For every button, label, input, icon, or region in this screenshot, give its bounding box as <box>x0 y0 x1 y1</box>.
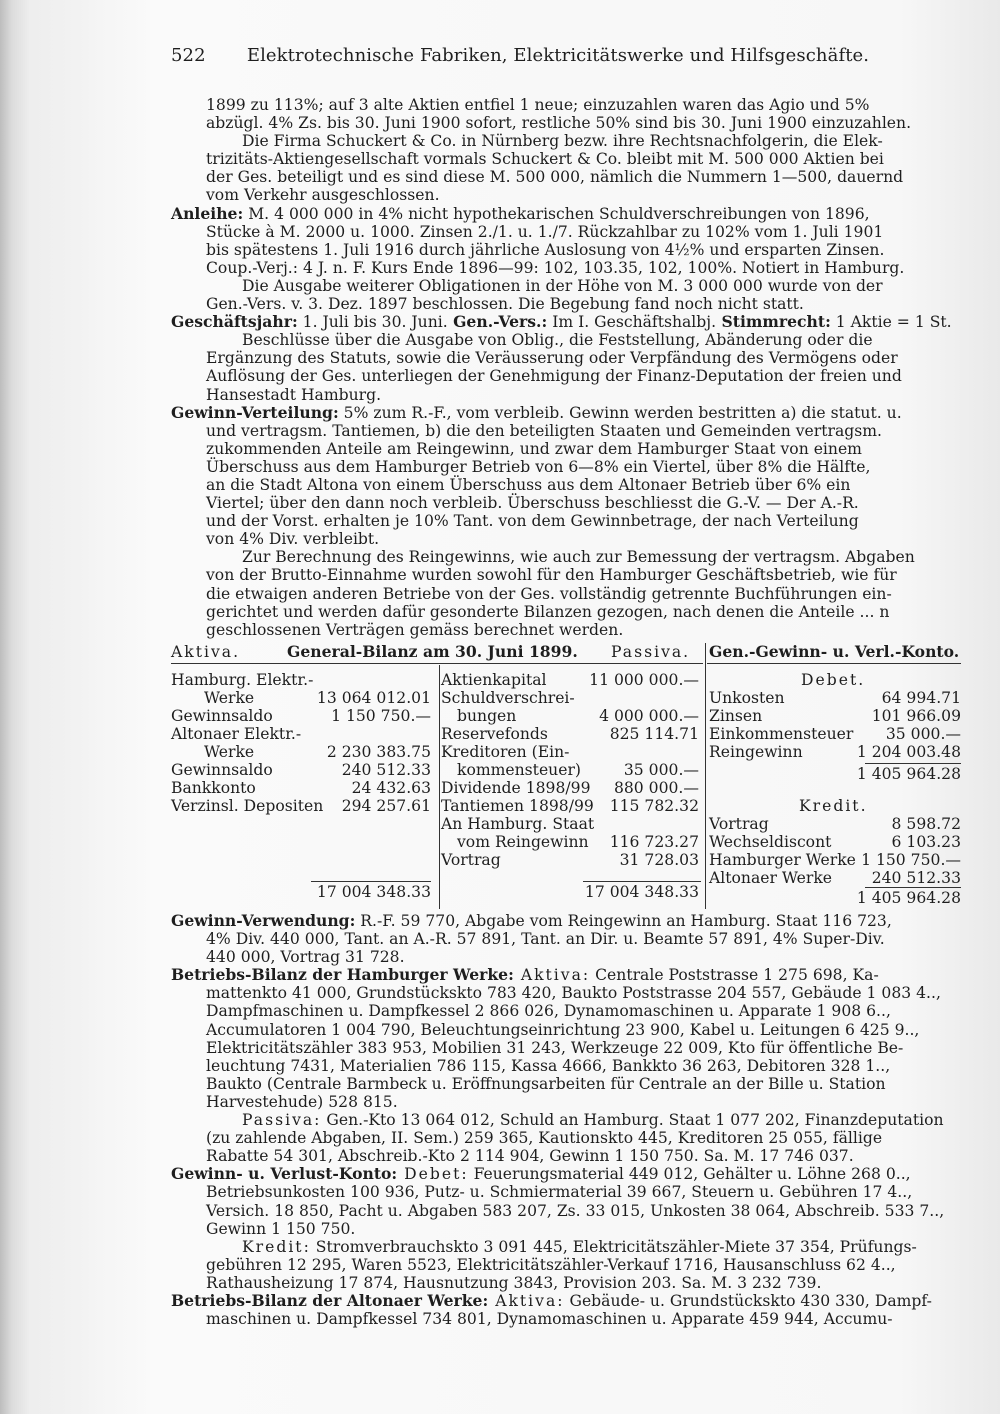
text-line: Gen.-Vers. v. 3. Dez. 1897 beschlossen. Die Begebung fand noch nicht statt. <box>206 295 804 314</box>
page-header <box>171 45 871 66</box>
text-line: Beschlüsse über die Ausgabe von Oblig., die Feststellung, Abänderung oder die <box>242 331 873 350</box>
text-line: (zu zahlende Abgaben, II. Sem.) 259 365, Kautionskto 445, Kreditoren 25 055, fällige <box>206 1129 883 1148</box>
intro-paragraph <box>171 96 961 205</box>
kredit-row-label: Altonaer Werke <box>709 869 832 887</box>
betriebs-altona-label: Betriebs-Bilanz der Altonaer Werke: <box>171 1290 489 1310</box>
text-line: abzügl. 4% Zs. bis 30. Juni 1900 sofort, restliche 50% sind bis 30. Juni 1900 einzuzahlen. <box>206 114 912 133</box>
aktiva-total: 17 004 348.33 <box>316 883 431 901</box>
passiva-row-label: Dividende 1898/99 <box>441 779 591 797</box>
text-line: und vertragsm. Tantiemen, b) die den beteiligten Staaten und Gemeinden vertragsm. <box>206 421 882 440</box>
text-line: die etwaigen anderen Betriebe von der Ges. vollständig getrennte Buchführungen ein- <box>206 584 892 603</box>
text-line: Stromverbrauchskto 3 091 445, Elektricitätszähler-Miete 37 354, Prüfungs- <box>310 1237 917 1256</box>
betriebs-hamburg-label: Betriebs-Bilanz der Hamburger Werke: <box>171 965 514 985</box>
text-run: 1. Juli bis 30. Juni. <box>297 313 448 332</box>
text-line: an die Stadt Altona von einem Überschuss aus dem Altonaer Betrieb über 6% ein <box>206 475 851 494</box>
gv-konto-title: Gen.-Gewinn- u. Verl.-Konto. <box>709 642 960 661</box>
passiva-row-label: Reservefonds <box>441 725 548 743</box>
column-divider-right <box>705 643 706 909</box>
text-line: R.-F. 59 770, Abgabe vom Reingewinn an Hamburg. Staat 116 723, <box>355 912 892 930</box>
text-line: Gen.-Kto 13 064 012, Schuld an Hamburg. Staat 1 077 202, Finanzdeputation <box>321 1111 944 1130</box>
aktiva-row-amount: 13 064 012.01 <box>316 689 431 707</box>
gewinn-verwendung-section <box>171 912 961 966</box>
text-line: 440 000, Vortrag 31 728. <box>206 948 405 967</box>
debet-row-label: Unkosten <box>709 689 785 707</box>
aktiva-row-amount: 1 150 750.— <box>331 707 431 725</box>
text-line: Feuerungsmaterial 449 012, Gehälter u. Löhne 268 0.., <box>468 1165 911 1184</box>
passiva-row-amount: 115 782.32 <box>609 797 699 815</box>
gv-konto-label: Gewinn- u. Verlust-Konto: <box>171 1164 398 1184</box>
passiva-row-amount: 31 728.03 <box>619 851 699 869</box>
gewinn-verteilung-section <box>171 404 961 639</box>
column-divider <box>439 665 440 909</box>
aktiva-row-amount: 294 257.61 <box>341 797 431 815</box>
kredit-header: Kredit. <box>799 797 868 815</box>
aktiva-row-label: Werke <box>204 689 255 707</box>
aktiva-row-label: Altonaer Elektr.- <box>171 725 302 743</box>
kredit-row-label: Vortrag <box>709 815 769 833</box>
passiva-total-rule <box>583 881 701 882</box>
passiva-row-label: kommensteuer) <box>457 761 581 779</box>
text-line: gerichtet und werden dafür gesonderte Bilanzen gezogen, nach denen die Anteile ... n <box>206 602 890 621</box>
text-line: Gebäude- u. Grundstückskto 430 330, Dampf- <box>564 1291 932 1310</box>
debet-row-amount: 1 204 003.48 <box>856 743 961 761</box>
bilanz-title: General-Bilanz am 30. Juni 1899. <box>287 642 578 661</box>
debet-total: 1 405 964.28 <box>856 765 961 783</box>
aktiva-row-label: Gewinnsaldo <box>171 707 273 725</box>
passiva-row-amount: 35 000.— <box>623 761 699 779</box>
gen-vers-label: Gen.-Vers.: <box>447 312 548 332</box>
passiva-row-label: Vortrag <box>441 851 501 869</box>
text-line: maschinen u. Dampfkessel 734 801, Dynamomaschinen u. Apparate 459 944, Accumu- <box>206 1310 893 1329</box>
text-line: Harvestehude) 528 815. <box>206 1092 398 1111</box>
aktiva-row-label: Hamburg. Elektr.- <box>171 671 314 689</box>
passiva-total: 17 004 348.33 <box>584 883 699 901</box>
text-line: Betriebsunkosten 100 936, Putz- u. Schmiermaterial 39 667, Steuern u. Gebühren 17 4.., <box>206 1183 913 1202</box>
text-line: 5% zum R.-F., vom verbleib. Gewinn werden bestritten a) die statut. u. <box>338 403 902 422</box>
debet-total-rule <box>865 763 961 764</box>
kredit-word: Kredit: <box>242 1237 311 1256</box>
kredit-row-amount: 240 512.33 <box>871 869 961 887</box>
text-line: M. 4 000 000 in 4% nicht hypothekarischen Schuldverschreibungen von 1896, <box>243 204 870 223</box>
debet-row-label: Reingewinn <box>709 743 803 761</box>
aktiva-row-amount: 240 512.33 <box>341 761 431 779</box>
anleihe-label: Anleihe: <box>171 203 244 223</box>
debet-header: Debet. <box>801 671 866 689</box>
debet-word: Debet: <box>397 1165 469 1184</box>
text-line: mattenkto 41 000, Grundstückskto 783 420, Baukto Poststrasse 204 557, Gebäude 1 083 4.., <box>206 984 941 1003</box>
passiva-row-amount: 11 000 000.— <box>589 671 699 689</box>
aktiva-row-amount: 2 230 383.75 <box>326 743 431 761</box>
aktiva-row-label: Verzinsl. Depositen <box>171 797 324 815</box>
text-line: Dampfmaschinen u. Dampfkessel 2 866 026, Dynamomaschinen u. Apparate 1 908 6.., <box>206 1002 891 1021</box>
lower-text-block <box>171 912 961 1328</box>
anleihe-section <box>171 205 961 314</box>
text-line: von 4% Div. verbleibt. <box>206 530 380 549</box>
text-line: zukommenden Anteile am Reingewinn, und zwar dem Hamburger Staat von einem <box>206 439 862 458</box>
text-line: Hansestadt Hamburg. <box>206 385 382 404</box>
text-line: Versich. 18 850, Pacht u. Abgaben 583 207, Zs. 33 015, Unkosten 38 064, Abschreib. 533 7.., <box>206 1201 945 1220</box>
aktiva-row-label: Werke <box>204 743 255 761</box>
kredit-row-label: Wechseldiscont <box>709 833 832 851</box>
text-line: Überschuss aus dem Hamburger Betrieb von 6—8% ein Viertel, über 8% die Hälfte, <box>206 457 871 476</box>
text-line: Ergänzung des Statuts, sowie die Veräusserung oder Verpfändung des Vermögens oder <box>206 349 898 368</box>
aktiva-word: Aktiva: <box>488 1291 565 1310</box>
text-line: Viertel; über den dann noch verbleib. Überschuss beschliesst die G.-V. — Der A.-R. <box>206 494 859 513</box>
text-line: Centrale Poststrasse 1 275 698, Ka- <box>590 966 879 985</box>
debet-row-amount: 64 994.71 <box>881 689 961 707</box>
text-line: Stücke à M. 2000 u. 1000. Zinsen 2./1. u. 1./7. Rückzahlbar zu 102% vom 1. Juli 1901 <box>206 222 884 241</box>
kredit-row-amount: 6 103.23 <box>891 833 961 851</box>
debet-row-amount: 101 966.09 <box>871 707 961 725</box>
header-rule-right <box>707 663 961 664</box>
passiva-row-label: vom Reingewinn <box>457 833 589 851</box>
text-run: Im I. Geschäftshalbj. <box>547 313 717 332</box>
page-number: 522 <box>171 45 206 66</box>
passiva-row-amount: 4 000 000.— <box>599 707 699 725</box>
kredit-row-label: Hamburger Werke <box>709 851 856 869</box>
book-gutter-shadow <box>0 0 150 1414</box>
general-bilanz-table <box>171 643 961 911</box>
text-line: 1899 zu 113%; auf 3 alte Aktien entfiel 1 neue; einzuzahlen waren das Agio und 5% <box>206 96 870 114</box>
text-line: Auflösung der Ges. unterliegen der Genehmigung der Finanz-Deputation der freien und <box>206 367 902 386</box>
text-line: vom Verkehr ausgeschlossen. <box>206 186 440 205</box>
passiva-row-amount: 880 000.— <box>613 779 699 797</box>
text-line: 4% Div. 440 000, Tant. an A.-R. 57 891, Tant. an Dir. u. Beamte 57 891, 4% Super-Div. <box>206 930 885 949</box>
running-title: Elektrotechnische Fabriken, Elektricitätswerke und Hilfsgeschäfte. <box>246 45 870 66</box>
text-line: Rabatte 54 301, Abschreib.-Kto 2 114 904, Gewinn 1 150 750. Sa. M. 17 746 037. <box>206 1147 854 1166</box>
passiva-row-label: Schuldverschrei- <box>441 689 575 707</box>
stimmrecht-label: Stimmrecht: <box>716 312 831 332</box>
betriebs-altona-section <box>171 1292 961 1328</box>
text-line: Elektricitätszähler 383 953, Mobilien 31 243, Werkzeuge 22 009, Kto für öffentliche Be- <box>206 1038 904 1057</box>
aktiva-row-label: Gewinnsaldo <box>171 761 273 779</box>
text-line: geschlossenen Verträgen gemäss berechnet werden. <box>206 620 624 639</box>
upper-text-block <box>171 96 961 639</box>
text-line: Die Firma Schuckert & Co. in Nürnberg bezw. ihre Rechtsnachfolgerin, die Elek- <box>242 132 883 151</box>
passiva-row-label: Tantiemen 1898/99 <box>441 797 594 815</box>
text-run: 1 Aktie = 1 St. <box>830 313 952 332</box>
passiva-row-label: bungen <box>457 707 517 725</box>
text-line: Zur Berechnung des Reingewinns, wie auch zur Bemessung der vertragsm. Abgaben <box>242 548 915 567</box>
geschaeftsjahr-label: Geschäftsjahr: <box>171 312 298 332</box>
text-line: und der Vorst. erhalten je 10% Tant. von dem Gewinnbetrage, der nach Verteilung <box>206 512 859 531</box>
kredit-total: 1 405 964.28 <box>856 889 961 907</box>
passiva-row-amount: 825 114.71 <box>609 725 699 743</box>
text-line: von der Brutto-Einnahme wurden sowohl für den Hamburger Geschäftsbetrieb, wie für <box>206 566 897 585</box>
debet-row-label: Einkommensteuer <box>709 725 854 743</box>
header-rule <box>171 663 703 664</box>
gewinn-verwendung-label: Gewinn-Verwendung: <box>171 911 356 930</box>
aktiva-row-label: Bankkonto <box>171 779 256 797</box>
text-line: der Ges. beteiligt und es sind diese M. 500 000, nämlich die Nummern 1—500, dauernd <box>206 168 904 187</box>
kredit-row-amount: 1 150 750.— <box>861 851 961 869</box>
text-line: Gewinn 1 150 750. <box>206 1219 356 1238</box>
debet-row-amount: 35 000.— <box>885 725 961 743</box>
text-line: Die Ausgabe weiterer Obligationen in der Höhe von M. 3 000 000 wurde von der <box>242 276 883 295</box>
gv-konto-section <box>171 1165 961 1292</box>
betriebs-hamburg-section <box>171 966 961 1165</box>
passiva-header: Passiva. <box>611 643 691 661</box>
text-line: Coup.-Verj.: 4 J. n. F. Kurs Ende 1896—99: 102, 103.35, 102, 100%. Notiert in Hamburg. <box>206 258 905 277</box>
text-line: bis spätestens 1. Juli 1916 durch jährliche Auslosung von 4½% und ersparten Zinsen. <box>206 240 885 259</box>
text-line: gebühren 12 295, Waren 5523, Elektricitätszähler-Verkauf 1716, Hausanschluss 62 4.., <box>206 1255 896 1274</box>
text-line: Accumulatoren 1 004 790, Beleuchtungseinrichtung 23 900, Kabel u. Leitungen 6 425 9.., <box>206 1020 920 1039</box>
passiva-row-label: Kreditoren (Ein- <box>441 743 570 761</box>
aktiva-header: Aktiva. <box>171 643 241 661</box>
passiva-row-label: Aktienkapital <box>441 671 547 689</box>
aktiva-row-amount: 24 432.63 <box>351 779 431 797</box>
text-line: trizitäts-Aktiengesellschaft vormals Schuckert & Co. bleibt mit M. 500 000 Aktien bei <box>206 150 884 169</box>
passiva-word: Passiva: <box>242 1111 322 1130</box>
text-line: Rathausheizung 17 874, Hausnutzung 3843, Provision 203. Sa. M. 3 232 739. <box>206 1273 822 1292</box>
kredit-total-rule <box>865 887 961 888</box>
text-line: Baukto (Centrale Barmbeck u. Eröffnungsarbeiten für Centrale an der Bille u. Station <box>206 1074 886 1093</box>
text-line: leuchtung 7431, Materialien 786 115, Kassa 4666, Bankkto 36 263, Debitoren 328 1.., <box>206 1056 891 1075</box>
debet-row-label: Zinsen <box>709 707 763 725</box>
kredit-row-amount: 8 598.72 <box>891 815 961 833</box>
geschaeftsjahr-section <box>171 313 961 403</box>
gewinn-verteilung-label: Gewinn-Verteilung: <box>171 402 339 422</box>
aktiva-total-rule <box>311 881 431 882</box>
passiva-row-amount: 116 723.27 <box>609 833 699 851</box>
aktiva-word: Aktiva: <box>513 966 591 985</box>
passiva-row-label: An Hamburg. Staat <box>441 815 595 833</box>
